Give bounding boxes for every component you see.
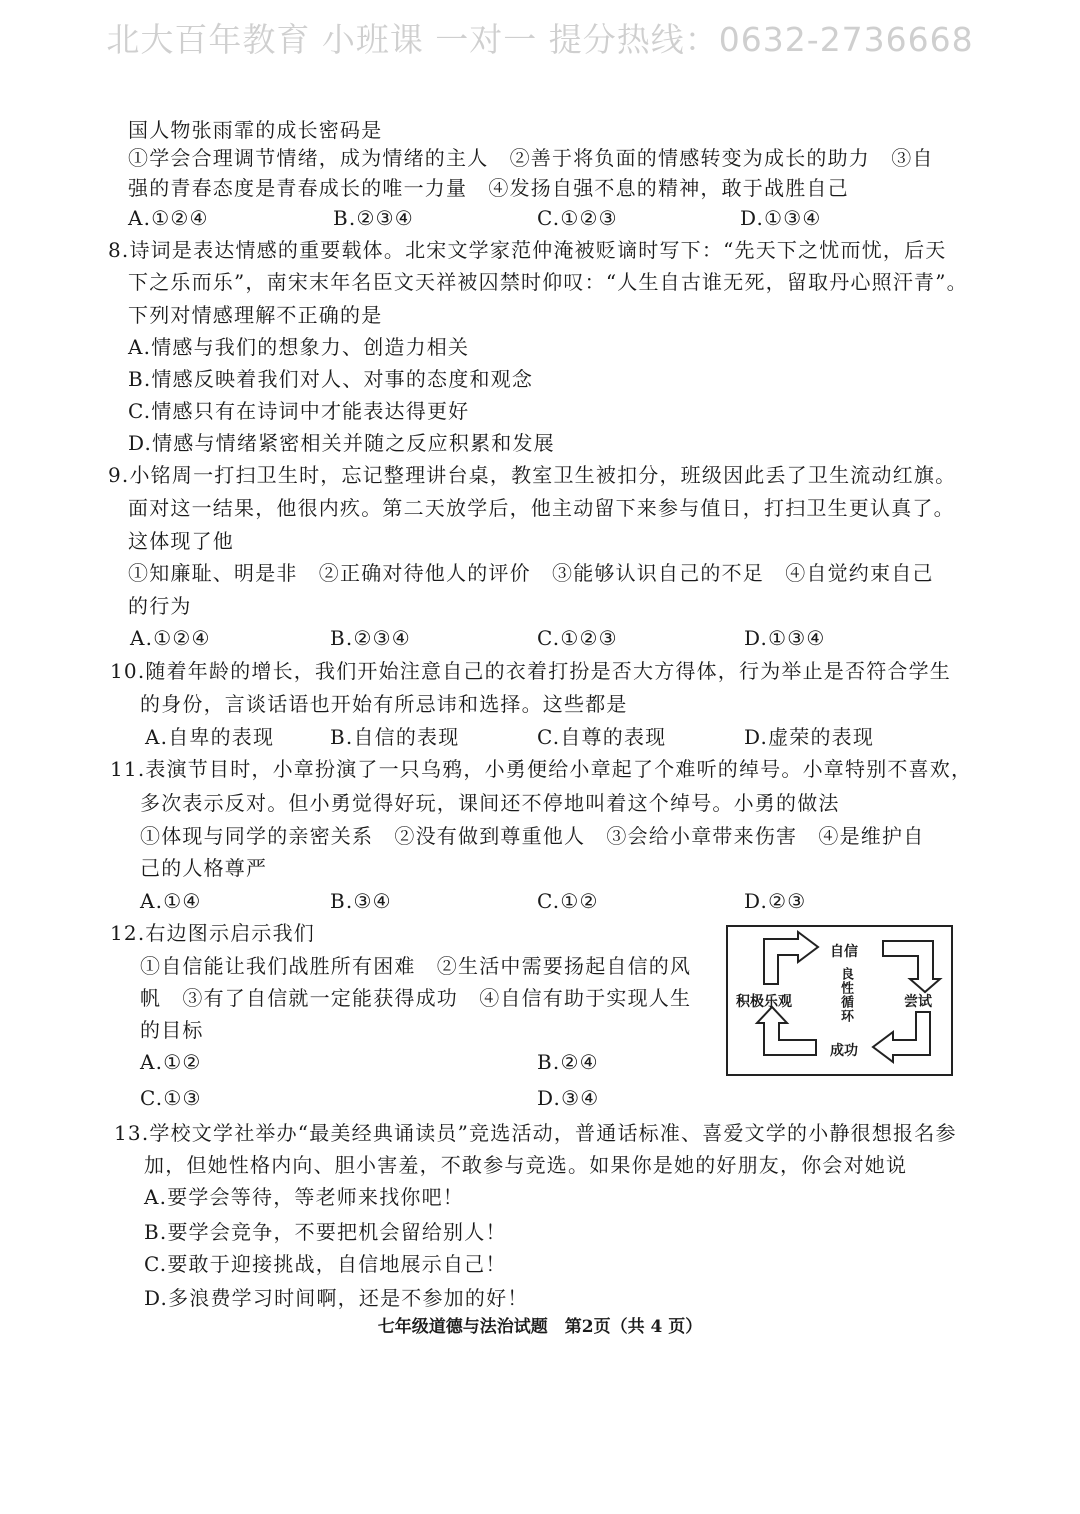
q12-option-c: C.①③: [140, 1086, 202, 1110]
q10-option-c: C.自尊的表现: [537, 725, 667, 749]
q11-option-c: C.①②: [537, 889, 599, 913]
q12-option-a: A.①②: [140, 1050, 202, 1074]
q9-option-b: B.②③④: [330, 626, 411, 650]
q9-option-c: C.①②③: [537, 626, 618, 650]
q8-stem-line: 下列对情感理解不正确的是: [128, 303, 383, 327]
q12-option-d: D.③④: [537, 1086, 600, 1110]
q12-option-b: B.②④: [537, 1050, 599, 1074]
q8-stem-line: 8.诗词是表达情感的重要载体。北宋文学家范仲淹被贬谪时写下：“先天下之忧而忧，后天: [108, 238, 947, 262]
q7-statement-line: ①学会合理调节情绪，成为情绪的主人 ②善于将负面的情感转变为成长的助力 ③自: [128, 146, 934, 170]
diagram-label-right: 尝试: [904, 994, 932, 1010]
q8-option-d: D.情感与情绪紧密相关并随之反应积累和发展: [128, 431, 555, 455]
diagram-label-center: 良性循环: [838, 967, 853, 1023]
q10-option-a: A.自卑的表现: [145, 725, 275, 749]
q10-option-d: D.虚荣的表现: [744, 725, 875, 749]
diagram-label-top: 自信: [830, 944, 858, 960]
page-footer: 七年级道德与法治试题 第2页（共 4 页）: [377, 1317, 703, 1337]
q13-stem-line: 13.学校文学社举办“最美经典诵读员”竞选活动，普通话标准、喜爱文学的小静很想报名参: [114, 1121, 957, 1145]
q7-statement-line: 强的青春态度是青春成长的唯一力量 ④发扬自强不息的精神，敢于战胜自己: [128, 176, 849, 200]
q11-stem-line: 11.表演节目时，小章扮演了一只乌鸦，小勇便给小章起了个难听的绰号。小章特别不喜欢，: [110, 757, 973, 781]
q13-stem-line: 加，但她性格内向、胆小害羞，不敢参与竞选。如果你是她的好朋友，你会对她说: [144, 1153, 908, 1177]
q9-statement-line: ①知廉耻、明是非 ②正确对待他人的评价 ③能够认识自己的不足 ④自觉约束自己: [128, 561, 934, 585]
q9-stem-line: 面对这一结果，他很内疚。第二天放学后，他主动留下来参与值日，打扫卫生更认真了。: [128, 496, 955, 520]
q13-option-b: B.要学会竞争，不要把机会留给别人！: [144, 1220, 507, 1244]
q8-stem-line: 下之乐而乐”，南宋末年名臣文天祥被囚禁时仰叹：“人生自古谁无死，留取丹心照汗青”。: [128, 270, 968, 294]
diagram-label-bottom: 成功: [830, 1043, 858, 1059]
watermark: 北大百年教育 小班课 一对一 提分热线：0632-2736668: [106, 20, 974, 59]
arrow-down-left-icon: [873, 1012, 930, 1062]
q13-option-c: C.要敢于迎接挑战，自信地展示自己！: [144, 1252, 507, 1276]
q11-statement-line: 己的人格尊严: [140, 856, 268, 880]
q11-option-a: A.①④: [140, 889, 202, 913]
arrow-right-down-icon: [883, 941, 940, 992]
q9-statement-line: 的行为: [128, 594, 192, 618]
q10-stem-line: 的身份，言谈话语也开始有所忌讳和选择。这些都是: [140, 692, 628, 716]
q13-option-a: A.要学会等待，等老师来找你吧！: [144, 1185, 465, 1209]
q11-statement-line: ①体现与同学的亲密关系 ②没有做到尊重他人 ③会给小章带来伤害 ④是维护自: [140, 824, 925, 848]
virtuous-cycle-diagram: [726, 925, 953, 1076]
q12-statement-line: 的目标: [140, 1018, 204, 1042]
q10-option-b: B.自信的表现: [330, 725, 460, 749]
q12-statement-line: ①自信能让我们战胜所有困难 ②生活中需要扬起自信的风: [140, 954, 692, 978]
diagram-label-left: 积极乐观: [736, 994, 792, 1010]
q11-option-b: B.③④: [330, 889, 392, 913]
q7-option-d: D.①③④: [740, 206, 822, 230]
q8-option-b: B.情感反映着我们对人、对事的态度和观念: [128, 367, 534, 391]
q8-option-c: C.情感只有在诗词中才能表达得更好: [128, 399, 470, 423]
q12-statement-line: 帆 ③有了自信就一定能获得成功 ④自信有助于实现人生: [140, 986, 692, 1010]
arrow-left-up-icon: [757, 1007, 816, 1055]
arrow-up-right-icon: [764, 932, 818, 984]
q11-option-d: D.②③: [744, 889, 807, 913]
q9-stem-line: 9.小铭周一打扫卫生时，忘记整理讲台桌，教室卫生被扣分，班级因此丢了卫生流动红旗。: [108, 463, 957, 487]
q7-option-c: C.①②③: [537, 206, 618, 230]
q9-option-a: A.①②④: [130, 626, 211, 650]
q10-stem-line: 10.随着年龄的增长，我们开始注意自己的衣着打扮是否大方得体，行为举止是否符合学生: [110, 659, 952, 683]
q13-option-d: D.多浪费学习时间啊，还是不参加的好！: [144, 1286, 529, 1310]
q11-stem-line: 多次表示反对。但小勇觉得好玩，课间还不停地叫着这个绰号。小勇的做法: [140, 791, 840, 815]
q7-option-a: A.①②④: [128, 206, 209, 230]
q9-option-d: D.①③④: [744, 626, 826, 650]
q7-stem-line: 国人物张雨霏的成长密码是: [128, 118, 383, 142]
q9-stem-line: 这体现了他: [128, 529, 234, 553]
q8-option-a: A.情感与我们的想象力、创造力相关: [128, 335, 470, 359]
q12-stem-line: 12.右边图示启示我们: [110, 921, 316, 945]
q7-option-b: B.②③④: [333, 206, 414, 230]
